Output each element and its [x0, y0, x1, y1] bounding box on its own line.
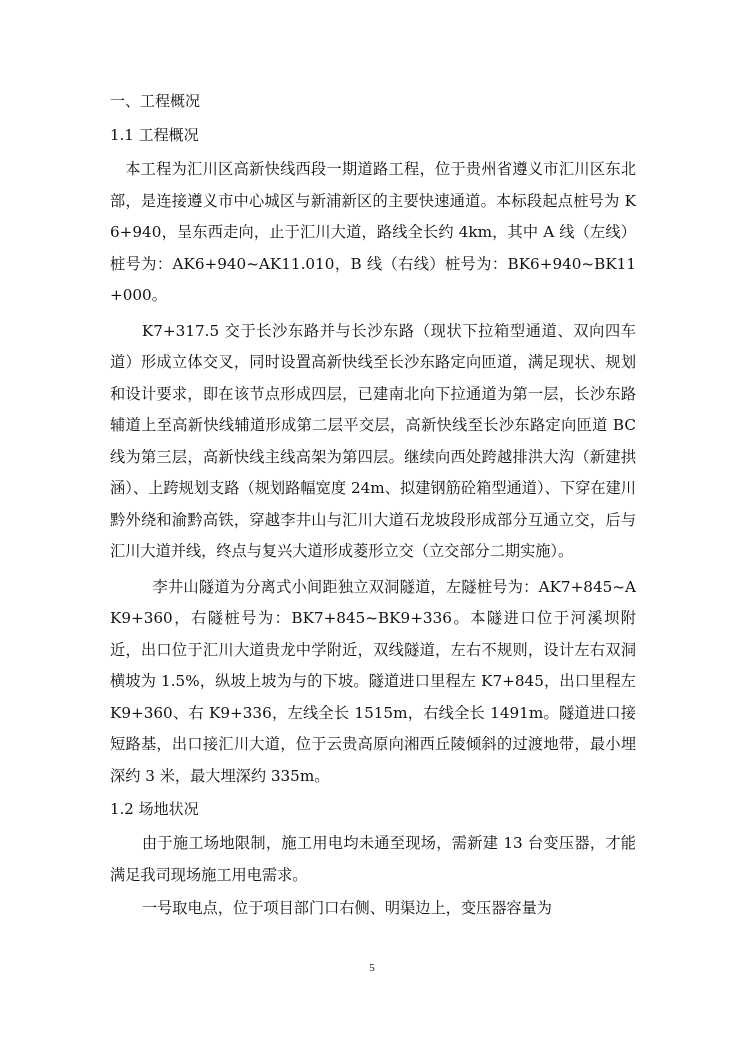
paragraph-power-supply: 由于施工场地限制，施工用电均未通至现场，需新建 13 台变压器，才能满足我司现场施工用电需求。 — [110, 834, 636, 884]
paragraph-power-point-one: 一号取电点，位于项目部门口右侧、明渠边上，变压器容量为 — [141, 899, 552, 917]
subsection-title-site-conditions: 1.2 场地状况 — [110, 800, 199, 818]
document-body — [110, 86, 636, 927]
section-title: 一、工程概况 — [110, 92, 201, 110]
page-number: 5 — [369, 962, 375, 974]
subsection-title-project-overview: 1.1 工程概况 — [110, 126, 199, 144]
paragraph-interchange: K7+317.5 交于长沙东路并与长沙东路（现状下拉箱型通道、双向四车道）形成立体交叉，同时设置高新快线至长沙东路定向匝道，满足现状、规划和设计要求，即在该节点形成四层，已建南北向下拉通道为第一层，长沙东路辅道上至高新快线辅道形成第二层平交层，高新快线至长沙东路定向匝道 BC 线为第三层，高新快线主线高架为第四层。继续向西处跨越排洪大沟（新建拱涵）、上跨规划支路（规划路幅宽度 24m、拟建钢筋砼箱型通道）、下穿在建川黔外绕和渝黔高铁，穿越李井山与汇川大道石龙坡段形成部分互通立交，后与汇川大道并线，终点与复兴大道形成菱形立交（立交部分二期实施）。 — [110, 321, 636, 560]
paragraph-tunnel: 李井山隧道为分离式小间距独立双洞隧道，左隧桩号为：AK7+845~AK9+360，右隧桩号为：BK7+845~BK9+336。本隧进口位于河溪坝附近，出口位于汇川大道贵龙中学附近，双线隧道，左右不规则，设计左右双洞横坡为 1.5%，纵坡上坡为与的下坡。隧道进口里程左 K7+845，出口里程左 K9+360、右 K9+336，左线全长 1515m，右线全长 1491m。隧道进口接短路基，出口接汇川大道，位于云贵高原向湘西丘陵倾斜的过渡地带，最小埋深约 3 米，最大埋深约 335m。 — [110, 577, 636, 785]
paragraph-project-overview: 本工程为汇川区高新快线西段一期道路工程，位于贵州省遵义市汇川区东北部，是连接遵义市中心城区与新浦新区的主要快速通道。本标段起点桩号为 K6+940，呈东西走向，止于汇川大道，路线全长约 4km，其中 A 线（左线）桩号为：AK6+940~AK11.010，B 线（右线）桩号为：BK6+940~BK11+000。 — [110, 160, 636, 304]
